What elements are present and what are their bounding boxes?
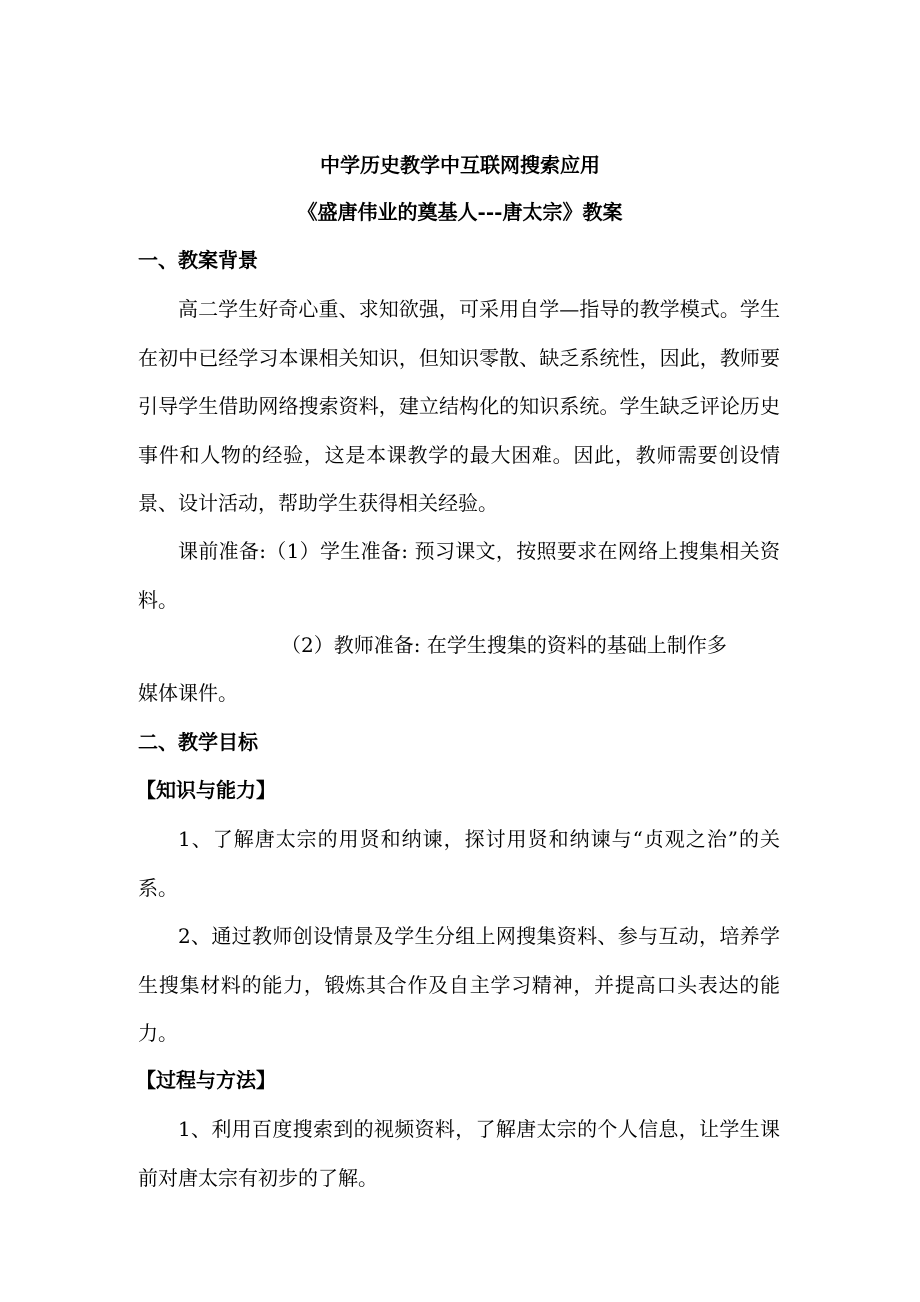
subsection-heading-process: 【过程与方法】: [136, 1068, 276, 1092]
teacher-preparation-line-continued: 媒体课件。: [138, 681, 238, 705]
document-title: 中学历史教学中互联网搜索应用: [320, 153, 600, 177]
subsection-heading-knowledge: 【知识与能力】: [136, 778, 276, 802]
section-heading-objectives: 二、教学目标: [138, 730, 258, 754]
process-item-1: 1、利用百度搜索到的视频资料，了解唐太宗的个人信息，让学生课前对唐太宗有初步的了解。: [138, 1117, 780, 1190]
knowledge-item-2: 2、通过教师创设情景及学生分组上网搜集资料、参与互动，培养学生搜集材料的能力，锻炼其合作及自主学习精神，并提高口头表达的能力。: [138, 924, 780, 1045]
background-paragraph: 高二学生好奇心重、求知欲强，可采用自学—指导的教学模式。学生在初中已经学习本课相关知识，但知识零散、缺乏系统性，因此，教师要引导学生借助网络搜索资料，建立结构化的知识系统。学生缺乏评论历史事件和人物的经验，这是本课教学的最大困难。因此，教师需要创设情景、设计活动，帮助学生获得相关经验。: [138, 297, 780, 515]
preparation-paragraph: 课前准备:（1）学生准备: 预习课文，按照要求在网络上搜集相关资料。: [138, 539, 780, 612]
document-subtitle: 《盛唐伟业的奠基人---唐太宗》教案: [297, 200, 623, 224]
knowledge-item-1: 1、了解唐太宗的用贤和纳谏，探讨用贤和纳谏与“贞观之治”的关系。: [138, 827, 780, 900]
teacher-preparation-line: （2）教师准备: 在学生搜集的资料的基础上制作多: [281, 633, 727, 657]
section-heading-background: 一、教案背景: [138, 248, 258, 272]
